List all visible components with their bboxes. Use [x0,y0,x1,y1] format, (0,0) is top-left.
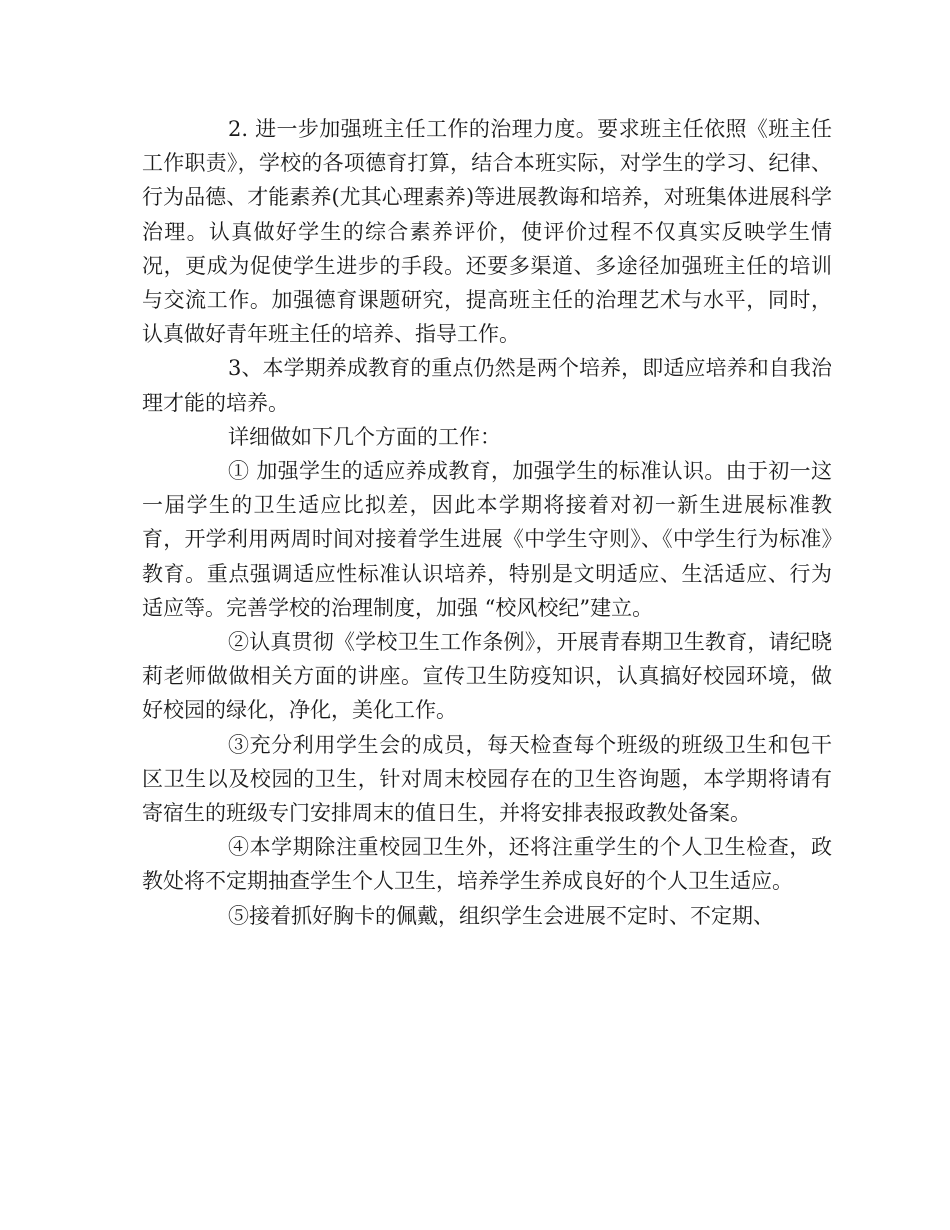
document-body [142,112,832,933]
paragraph-work-aspects-intro: 详细做如下几个方面的工作： [228,424,501,449]
paragraph-item-1: ① 加强学生的适应养成教育，加强学生的标准认识。由于初一这一届学生的卫生适应比拟差，因此本学期将接着对初一新生进展标准教育，开学利用两周时间对接着学生进展《中学生守则》、《中学生行为标准》教育。重点强调适应性标准认识培养，特别是文明适应、生活适应、行为适应等。完善学校的治理制度，加强 “校风校纪”建立。 [142,459,832,620]
paragraph-item-5: ⑤接着抓好胸卡的佩戴，组织学生会进展不定时、不定期、 [228,903,774,928]
paragraph-item-2: ②认真贯彻《学校卫生工作条例》，开展青春期卫生教育，请纪晓莉老师做做相关方面的讲座。宣传卫生防疫知识，认真搞好校园环境，做好校园的绿化，净化，美化工作。 [142,630,832,723]
paragraph-habit-education-focus: 3、本学期养成教育的重点仍然是两个培养，即适应培养和自我治理才能的培养。 [142,356,832,415]
paragraph-class-teacher-management: 2. 进一步加强班主任工作的治理力度。要求班主任依照《班主任工作职责》，学校的各项德育打算，结合本班实际，对学生的学习、纪律、行为品德、才能素养(尤其心理素养)等进展教诲和培养，对班集体进展科学治理。认真做好学生的综合素养评价，使评价过程不仅真实反映学生情况，更成为促使学生进步的手段。还要多渠道、多途径加强班主任的培训与交流工作。加强德育课题研究，提高班主任的治理艺术与水平，同时，认真做好青年班主任的培养、指导工作。 [142,117,832,347]
paragraph-item-3: ③充分利用学生会的成员，每天检查每个班级的班级卫生和包干区卫生以及校园的卫生，针对周末校园存在的卫生咨询题，本学期将请有寄宿生的班级专门安排周末的值日生，并将安排表报政教处备案。 [142,732,832,826]
paragraph-item-4: ④本学期除注重校园卫生外，还将注重学生的个人卫生检查，政教处将不定期抽查学生个人卫生，培养学生养成良好的个人卫生适应。 [142,835,832,894]
